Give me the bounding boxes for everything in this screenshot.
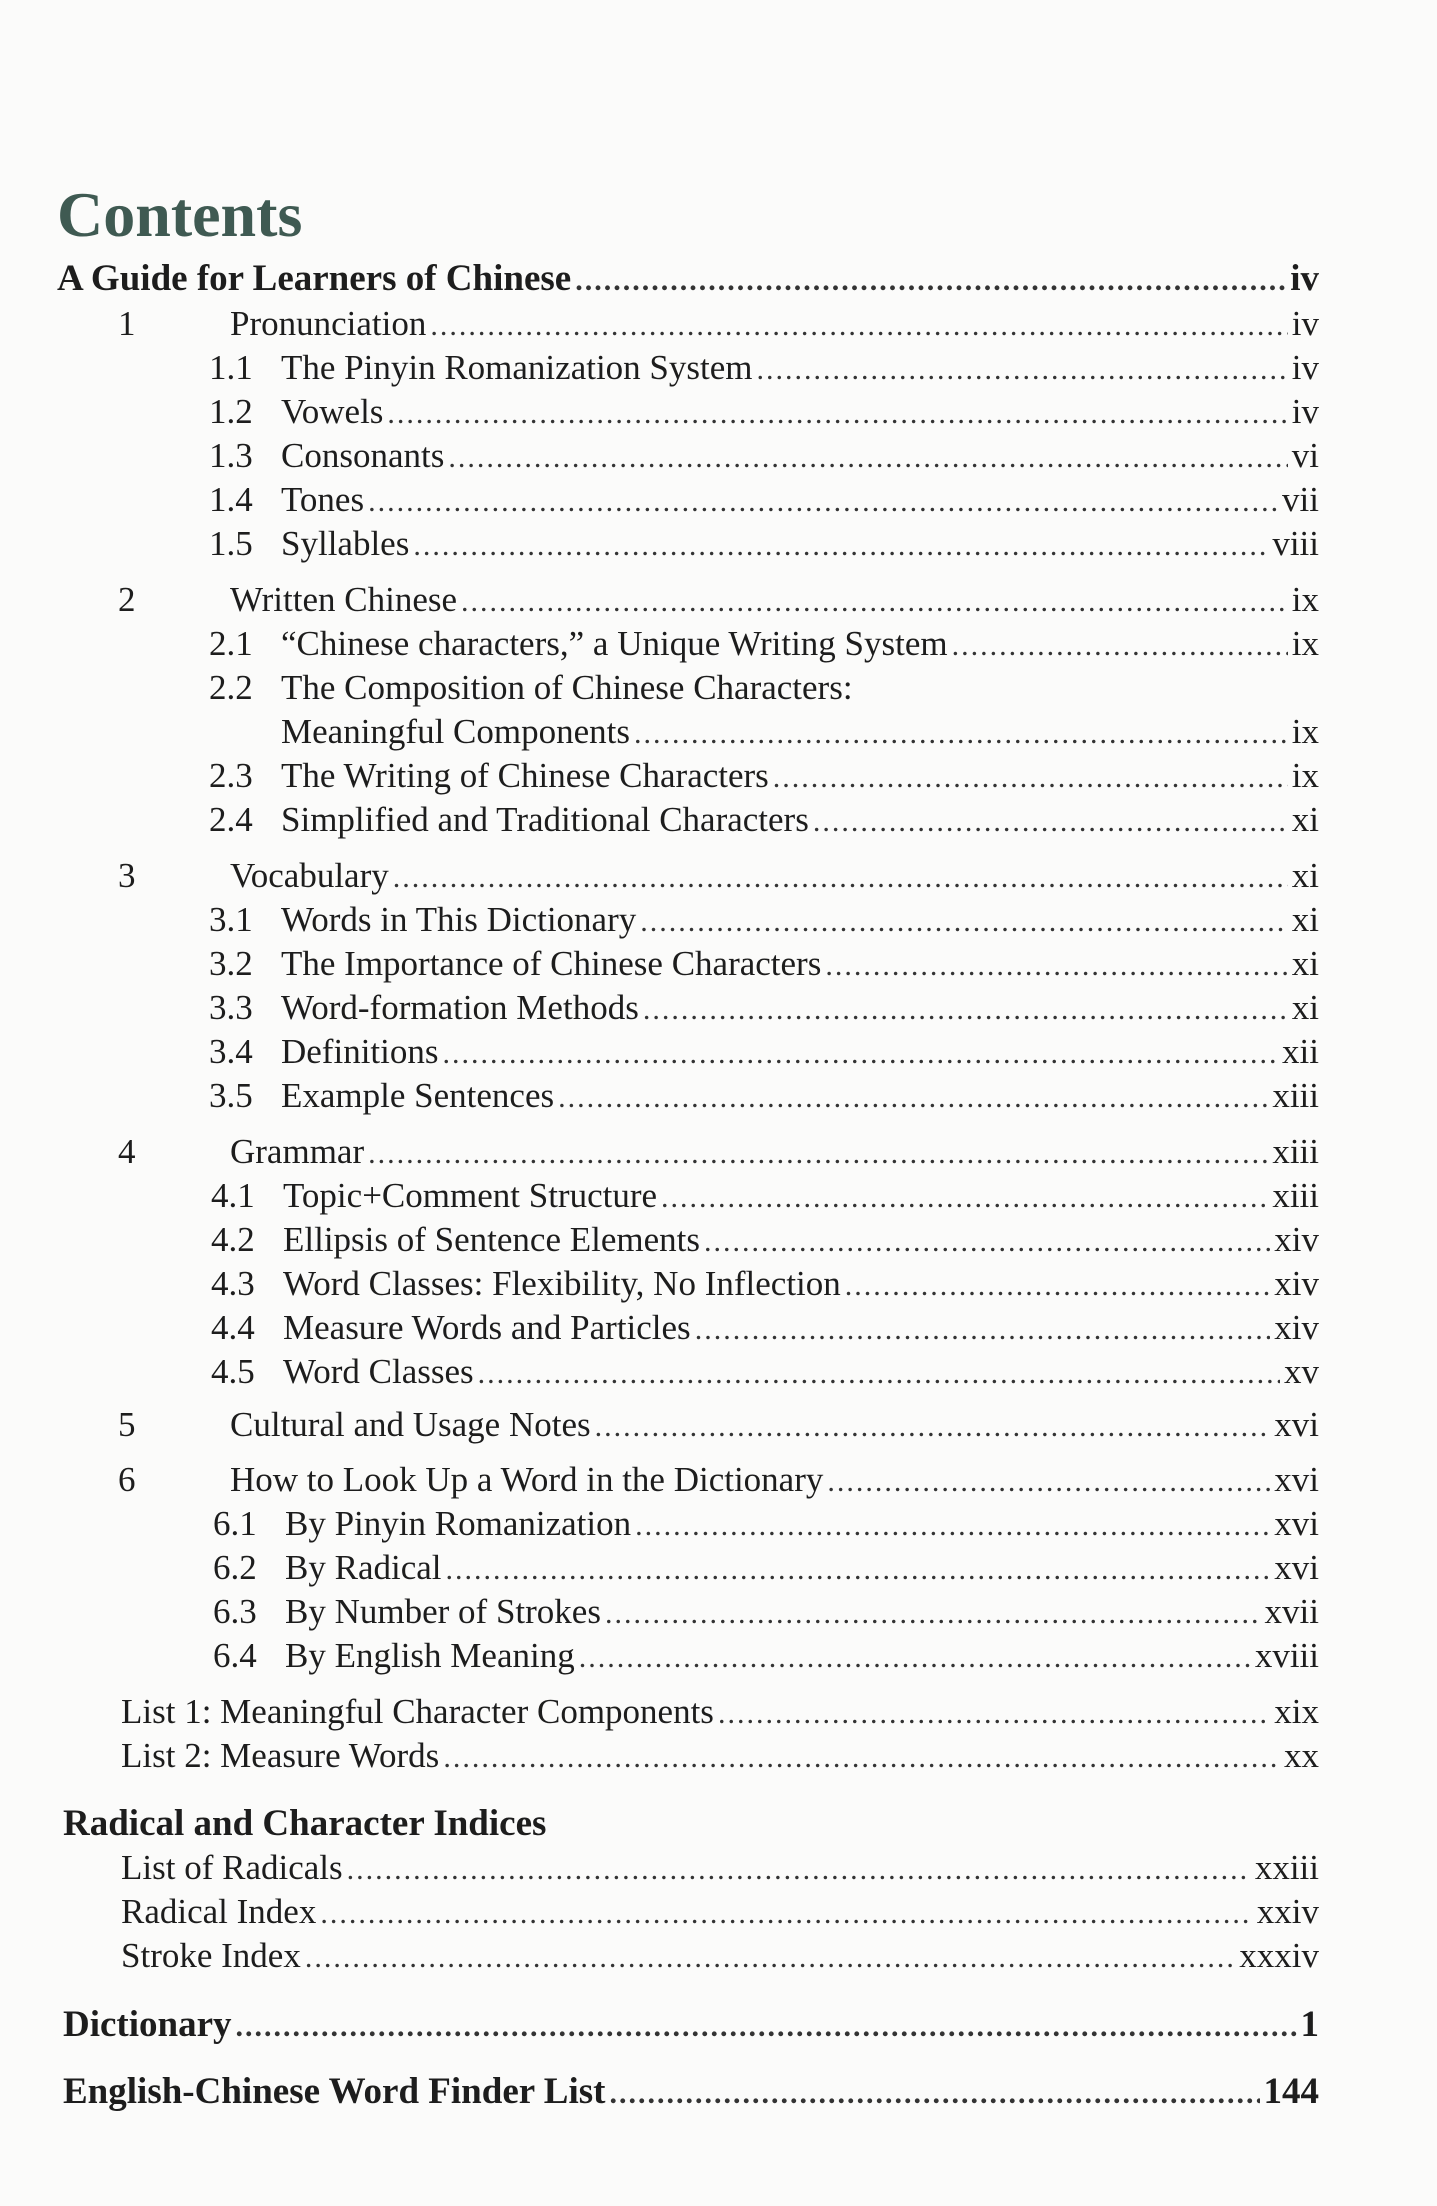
toc-entry-stroke-index[interactable]	[121, 1934, 1319, 1978]
toc-page-number: iv	[1290, 258, 1319, 299]
section-number: 4.3	[211, 1264, 255, 1303]
toc-entry-grammar[interactable]	[118, 1130, 1319, 1174]
dot-leader	[643, 988, 1288, 1032]
dot-leader	[478, 1352, 1280, 1396]
dot-leader	[704, 1220, 1270, 1264]
toc-page-number: xii	[1282, 1032, 1319, 1071]
dot-leader	[320, 1892, 1252, 1936]
toc-entry-title: By English Meaning	[285, 1636, 575, 1675]
dot-leader	[387, 392, 1287, 436]
toc-entry-dictionary[interactable]	[63, 2003, 1319, 2047]
section-number: 6.4	[213, 1636, 257, 1675]
toc-entry-title: Vocabulary	[230, 856, 389, 895]
section-number: 6.1	[213, 1504, 257, 1543]
toc-entry-title: “Chinese characters,” a Unique Writing System	[281, 624, 948, 663]
toc-entry-title: English-Chinese Word Finder List	[63, 2071, 606, 2112]
toc-entry-title: Measure Words and Particles	[283, 1308, 691, 1347]
toc-entry-1-1[interactable]	[209, 346, 1319, 390]
dot-leader	[347, 1848, 1251, 1892]
toc-entry-2-3[interactable]	[209, 754, 1319, 798]
toc-entry-1-5[interactable]	[209, 522, 1319, 566]
dot-leader	[430, 304, 1287, 348]
toc-page-number: xvi	[1274, 1460, 1319, 1499]
section-number: 3	[118, 856, 136, 895]
dot-leader	[757, 348, 1288, 392]
toc-entry-title: Grammar	[230, 1132, 365, 1171]
toc-entry-cultural-notes[interactable]	[118, 1403, 1319, 1447]
section-number: 2.4	[209, 800, 253, 839]
section-number: 1.4	[209, 480, 253, 519]
section-number: 2	[118, 580, 136, 619]
toc-entry-title: The Composition of Chinese Characters:	[281, 668, 853, 707]
toc-entry-guide[interactable]	[57, 257, 1319, 301]
toc-entry-title: Words in This Dictionary	[281, 900, 637, 939]
dot-leader	[393, 856, 1288, 900]
dot-leader	[609, 2072, 1259, 2116]
toc-page-number: xiii	[1272, 1076, 1319, 1115]
section-number: 4	[118, 1132, 136, 1171]
dot-leader	[595, 1405, 1271, 1449]
dot-leader	[448, 436, 1287, 480]
toc-entry-title: How to Look Up a Word in the Dictionary	[230, 1460, 824, 1499]
dot-leader	[579, 1636, 1251, 1680]
section-number: 5	[118, 1405, 136, 1444]
toc-page-number: xxiv	[1256, 1892, 1319, 1931]
dot-leader	[773, 756, 1288, 800]
section-number: 2.1	[209, 624, 253, 663]
toc-entry-title: A Guide for Learners of Chinese	[57, 258, 572, 299]
toc-page-number: xix	[1274, 1692, 1319, 1731]
toc-entry-look-up[interactable]	[118, 1458, 1319, 1502]
toc-entry-title: Dictionary	[63, 2004, 232, 2045]
dot-leader	[718, 1692, 1270, 1736]
toc-entry-pronunciation[interactable]	[118, 302, 1319, 346]
toc-entry-title: Stroke Index	[121, 1936, 301, 1975]
toc-page-number: xiv	[1274, 1220, 1319, 1259]
toc-entry-title: By Pinyin Romanization	[285, 1504, 632, 1543]
toc-entry-6-2[interactable]	[213, 1546, 1319, 1590]
section-number: 3.1	[209, 900, 253, 939]
toc-page-number: viii	[1272, 524, 1319, 563]
toc-entry-list-1[interactable]	[121, 1690, 1319, 1734]
toc-entry-title: Consonants	[281, 436, 445, 475]
toc-entry-1-4[interactable]	[209, 478, 1319, 522]
section-number: 3.3	[209, 988, 253, 1027]
toc-entry-6-1[interactable]	[213, 1502, 1319, 1546]
toc-entry-title: Vowels	[281, 392, 384, 431]
toc-page-number: xviii	[1254, 1636, 1319, 1675]
toc-entry-title: The Importance of Chinese Characters	[281, 944, 822, 983]
toc-entry-title: Radical and Character Indices	[63, 1803, 547, 1844]
dot-leader	[813, 800, 1288, 844]
toc-entry-title: Topic+Comment Structure	[283, 1176, 658, 1215]
page-title: Contents	[57, 178, 303, 250]
toc-page-number: 144	[1263, 2071, 1319, 2112]
toc-entry-radical-index[interactable]	[121, 1890, 1319, 1934]
dot-leader	[695, 1308, 1271, 1352]
toc-entry-3-5[interactable]	[209, 1074, 1319, 1118]
toc-page-number: xi	[1291, 856, 1319, 895]
section-number: 6	[118, 1460, 136, 1499]
dot-leader	[952, 624, 1288, 668]
toc-entry-1-3[interactable]	[209, 434, 1319, 478]
toc-entry-2-4[interactable]	[209, 798, 1319, 842]
toc-entry-title: Simplified and Traditional Characters	[281, 800, 809, 839]
dot-leader	[368, 1132, 1268, 1176]
toc-entry-title: Written Chinese	[230, 580, 458, 619]
toc-page-number: xiv	[1274, 1308, 1319, 1347]
toc-entry-list-of-radicals[interactable]	[121, 1846, 1319, 1890]
dot-leader	[305, 1936, 1235, 1980]
toc-entry-3-1[interactable]	[209, 898, 1319, 942]
dot-leader	[368, 480, 1278, 524]
section-number: 6.3	[213, 1592, 257, 1631]
toc-page-number: xi	[1291, 900, 1319, 939]
toc-entry-4-3[interactable]	[211, 1262, 1319, 1306]
toc-page-number: xi	[1291, 944, 1319, 983]
section-number: 6.2	[213, 1548, 257, 1587]
toc-page-number: ix	[1291, 624, 1319, 663]
toc-entry-title: By Radical	[285, 1548, 442, 1587]
toc-page-number: vi	[1291, 436, 1319, 475]
toc-page-number: xiii	[1272, 1132, 1319, 1171]
toc-entry-title: Meaningful Components	[281, 712, 630, 751]
toc-entry-title: Syllables	[281, 524, 410, 563]
dot-leader	[634, 712, 1288, 756]
toc-entry-3-4[interactable]	[209, 1030, 1319, 1074]
toc-entry-vocabulary[interactable]	[118, 854, 1319, 898]
dot-leader	[443, 1736, 1280, 1780]
toc-page-number: xvi	[1274, 1504, 1319, 1543]
section-number: 3.2	[209, 944, 253, 983]
section-number: 4.1	[211, 1176, 255, 1215]
section-number: 1.3	[209, 436, 253, 475]
toc-entry-title: List of Radicals	[121, 1848, 343, 1887]
dot-leader	[413, 524, 1268, 568]
toc-entry-4-4[interactable]	[211, 1306, 1319, 1350]
toc-entry-title: Radical Index	[121, 1892, 317, 1931]
toc-page-number: xi	[1291, 800, 1319, 839]
toc-entry-title: By Number of Strokes	[285, 1592, 601, 1631]
toc-entry-2-2[interactable]	[209, 666, 1319, 710]
dot-leader	[558, 1076, 1268, 1120]
toc-entry-title: Word Classes	[283, 1352, 474, 1391]
section-number: 4.2	[211, 1220, 255, 1259]
toc-page-number: xv	[1284, 1352, 1319, 1391]
dot-leader	[661, 1176, 1268, 1220]
toc-page-number: xxxiv	[1239, 1936, 1319, 1975]
toc-entry-word-finder[interactable]	[63, 2070, 1319, 2114]
dot-leader	[827, 1460, 1270, 1504]
dot-leader	[605, 1592, 1261, 1636]
dot-leader	[442, 1032, 1278, 1076]
dot-leader	[640, 900, 1288, 944]
toc-entry-4-5[interactable]	[211, 1350, 1319, 1394]
toc-entry-3-2[interactable]	[209, 942, 1319, 986]
section-number: 4.4	[211, 1308, 255, 1347]
toc-page-number: iv	[1291, 392, 1319, 431]
dot-leader	[635, 1504, 1270, 1548]
toc-page-number: iv	[1291, 348, 1319, 387]
toc-page-number: xvi	[1274, 1405, 1319, 1444]
toc-page-number: xiii	[1272, 1176, 1319, 1215]
dot-leader	[461, 580, 1288, 624]
toc-entry-written-chinese[interactable]	[118, 578, 1319, 622]
toc-entry-6-3[interactable]	[213, 1590, 1319, 1634]
toc-page-number: ix	[1291, 756, 1319, 795]
toc-page-number: ix	[1291, 580, 1319, 619]
toc-entry-2-1[interactable]	[209, 622, 1319, 666]
toc-entry-list-2[interactable]	[121, 1734, 1319, 1778]
toc-entry-title: List 1: Meaningful Character Components	[121, 1692, 714, 1731]
section-number: 1.5	[209, 524, 253, 563]
toc-entry-3-3[interactable]	[209, 986, 1319, 1030]
toc-entry-title: The Writing of Chinese Characters	[281, 756, 769, 795]
toc-page-number: iv	[1291, 304, 1319, 343]
section-number: 3.5	[209, 1076, 253, 1115]
toc-entry-title: Word-formation Methods	[281, 988, 639, 1027]
dot-leader	[825, 944, 1287, 988]
section-number: 4.5	[211, 1352, 255, 1391]
toc-entry-title: The Pinyin Romanization System	[281, 348, 753, 387]
toc-page-number: xvi	[1274, 1548, 1319, 1587]
dot-leader	[845, 1264, 1271, 1308]
toc-entry-1-2[interactable]	[209, 390, 1319, 434]
dot-leader	[236, 2005, 1297, 2049]
toc-entry-title: Pronunciation	[230, 304, 427, 343]
toc-entry-4-1[interactable]	[211, 1174, 1319, 1218]
toc-entry-title: Ellipsis of Sentence Elements	[283, 1220, 700, 1259]
section-number: 2.3	[209, 756, 253, 795]
toc-entry-title: Tones	[281, 480, 365, 519]
toc-entry-6-4[interactable]	[213, 1634, 1319, 1678]
toc-page-number: xiv	[1274, 1264, 1319, 1303]
toc-page-number: 1	[1300, 2004, 1319, 2045]
toc-entry-2-2-continued[interactable]	[281, 710, 1319, 754]
toc-page-number: xx	[1284, 1736, 1319, 1775]
section-number: 1	[118, 304, 136, 343]
toc-entry-title: Cultural and Usage Notes	[230, 1405, 591, 1444]
toc-page-number: xvii	[1264, 1592, 1319, 1631]
toc-heading-indices[interactable]	[63, 1802, 1319, 1846]
toc-page-number: xxiii	[1254, 1848, 1319, 1887]
section-number: 2.2	[209, 668, 253, 707]
toc-entry-title: Definitions	[281, 1032, 439, 1071]
dot-leader	[446, 1548, 1271, 1592]
toc-page-number: vii	[1282, 480, 1319, 519]
section-number: 1.2	[209, 392, 253, 431]
toc-page-number: xi	[1291, 988, 1319, 1027]
section-number: 3.4	[209, 1032, 253, 1071]
toc-entry-title: Word Classes: Flexibility, No Inflection	[283, 1264, 841, 1303]
dot-leader	[575, 259, 1286, 303]
toc-entry-title: List 2: Measure Words	[121, 1736, 440, 1775]
toc-entry-title: Example Sentences	[281, 1076, 555, 1115]
toc-entry-4-2[interactable]	[211, 1218, 1319, 1262]
toc-page-number: ix	[1291, 712, 1319, 751]
section-number: 1.1	[209, 348, 253, 387]
